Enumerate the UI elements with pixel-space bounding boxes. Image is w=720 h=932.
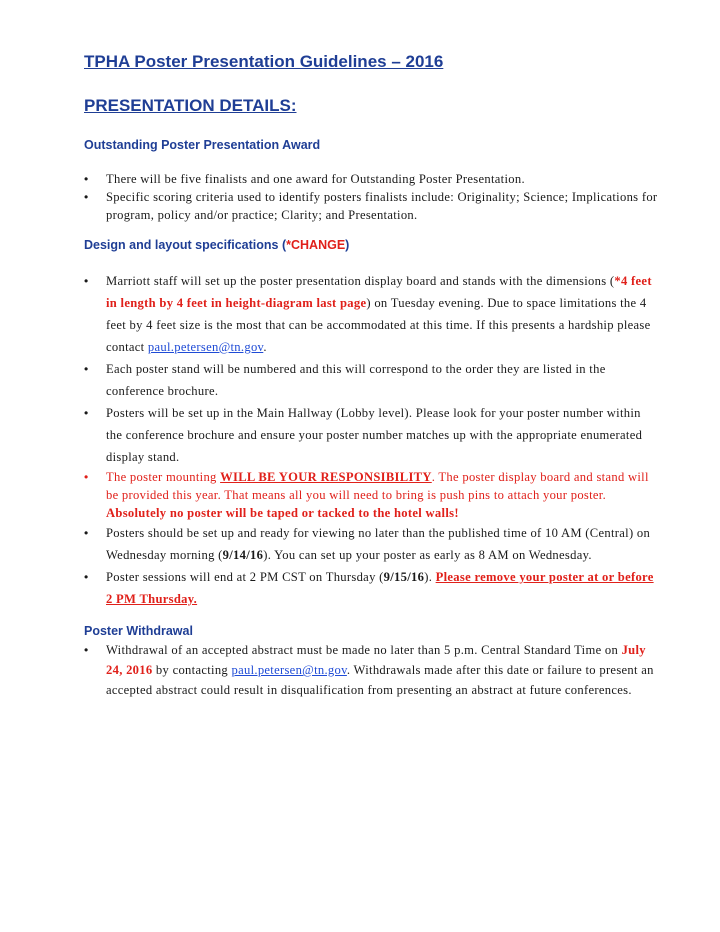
list-item: • Marriott staff will set up the poster presentation display board and stands with the dimensions (*4 feet in length by 4 feet in height-diagram last page) on Tuesday evening. Due to space limitations the 4 feet by 4 feet size is the most that can be accommodated at this time. If this presents a hardship please contact paul.petersen@tn.gov. [84,270,660,358]
change-label: *CHANGE [286,238,346,252]
list-item: • There will be five finalists and one award for Outstanding Poster Presentation. [84,170,660,188]
list-item: • Poster sessions will end at 2 PM CST on Thursday (9/15/16). Please remove your poster at or before 2 PM Thursday. [84,566,660,610]
list-item: • Posters should be set up and ready for viewing no later than the published time of 10 AM (Central) on Wednesday morning (9/14/16). You can set up your poster as early as 8 AM on Wednesday. [84,522,660,566]
document-title: TPHA Poster Presentation Guidelines – 2016 [84,52,444,71]
remove-poster-note: Please remove your poster at or before 2 PM Thursday. [106,570,654,606]
email-link[interactable]: paul.petersen@tn.gov [147,340,264,354]
list-item: • Withdrawal of an accepted abstract must be made no later than 5 p.m. Central Standard Time on July 24, 2016 by contacting paul.petersen@tn.gov. Withdrawals made after this date or failure to present an accepted abstract could result in disqualification from presenting an abstract at future conferences. [84,640,660,700]
design-heading: Design and layout specifications (*CHANGE) [84,238,350,252]
list-item: • Specific scoring criteria used to identify posters finalists include: Originality; Science; Implications for program, policy and/or practice; Clarity; and Presentation. [84,188,660,224]
email-link[interactable]: paul.petersen@tn.gov [231,663,347,677]
section-heading: PRESENTATION DETAILS: [84,96,297,115]
withdrawal-list [84,640,660,700]
list-item: • Each poster stand will be numbered and this will correspond to the order they are listed in the conference brochure. [84,358,660,402]
award-list [84,170,660,224]
dimension-note: *4 feet in length by 4 feet in height-diagram last page [106,274,652,310]
responsibility-note: WILL BE YOUR RESPONSIBILITY [220,470,432,484]
withdrawal-heading: Poster Withdrawal [84,624,193,638]
list-item: • Posters will be set up in the Main Hallway (Lobby level). Please look for your poster number within the conference brochure and ensure your poster number matches up with the appropriate enumerated display stand. [84,402,660,468]
withdrawal-date: July 24, 2016 [106,643,646,677]
award-heading: Outstanding Poster Presentation Award [84,138,321,152]
design-list [84,270,660,610]
walls-warning: Absolutely no poster will be taped or tacked to the hotel walls! [106,506,459,520]
list-item: • The poster mounting WILL BE YOUR RESPONSIBILITY. The poster display board and stand will be provided this year. That means all you will need to bring is push pins to attach your poster. Absolutely no poster will be taped or tacked to the hotel walls! [84,468,660,522]
